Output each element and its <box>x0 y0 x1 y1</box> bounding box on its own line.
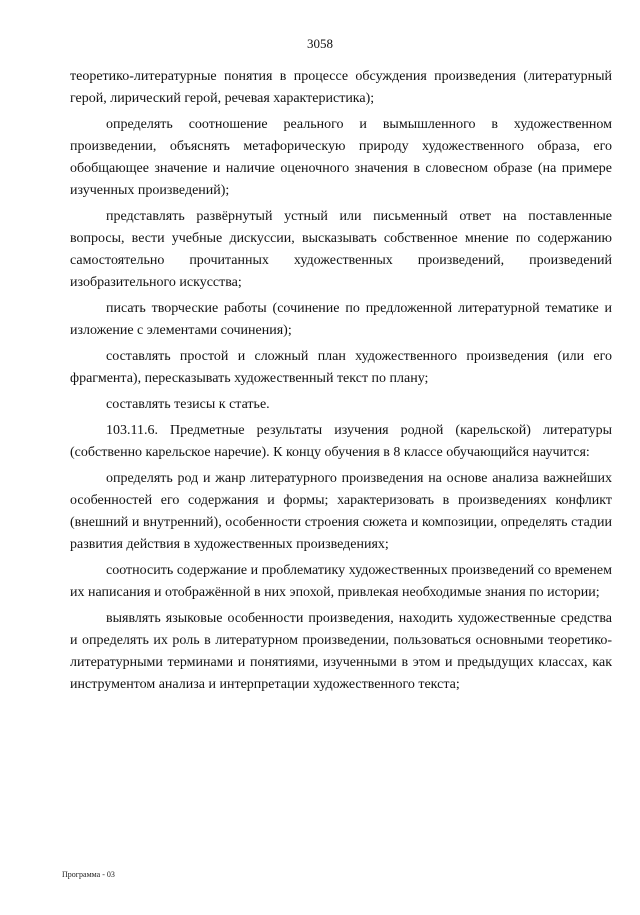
paragraph: соотносить содержание и проблематику художественных произведений со временем их написания и отображённой в них эпохой, привлекая необходимые знания по истории; <box>70 563 612 600</box>
paragraph: выявлять языковые особенности произведения, находить художественные средства и определять их роль в литературном произведении, пользоваться основными теоретико-литературными терминами и понятиями, изученными в этом и предыдущих классах, как инструментом анализа и интерпретации художественного текста; <box>70 611 612 692</box>
paragraph: теоретико-литературные понятия в процессе обсуждения произведения (литературный герой, лирический герой, речевая характеристика); <box>70 69 612 106</box>
paragraph: составлять тезисы к статье. <box>106 397 270 412</box>
paragraph: представлять развёрнутый устный или письменный ответ на поставленные вопросы, вести учебные дискуссии, высказывать собственное мнение по содержанию самостоятельно прочитанных художественных произведений, произведений изобразительного искусства; <box>70 209 612 290</box>
footer-label: Программа - 03 <box>62 870 115 879</box>
page-number: 3058 <box>307 36 333 51</box>
document-body <box>70 66 612 700</box>
paragraph: составлять простой и сложный план художественного произведения (или его фрагмента), пересказывать художественный текст по плану; <box>70 349 612 386</box>
paragraph: определять род и жанр литературного произведения на основе анализа важнейших особенностей его содержания и формы; характеризовать в произведениях конфликт (внешний и внутренний), особенности строения сюжета и композиции, определять стадии развития действия в художественных произведениях; <box>70 471 612 552</box>
section-heading-paragraph: 103.11.6. Предметные результаты изучения родной (карельской) литературы (собственно карельское наречие). К концу обучения в 8 классе обучающийся научится: <box>70 423 612 460</box>
paragraph: определять соотношение реального и вымышленного в художественном произведении, объяснять метафорическую природу художественного образа, его обобщающее значение и наличие оценочного значения в словесном образе (на примере изученных произведений); <box>70 117 612 198</box>
paragraph: писать творческие работы (сочинение по предложенной литературной тематике и изложение с элементами сочинения); <box>70 301 612 338</box>
